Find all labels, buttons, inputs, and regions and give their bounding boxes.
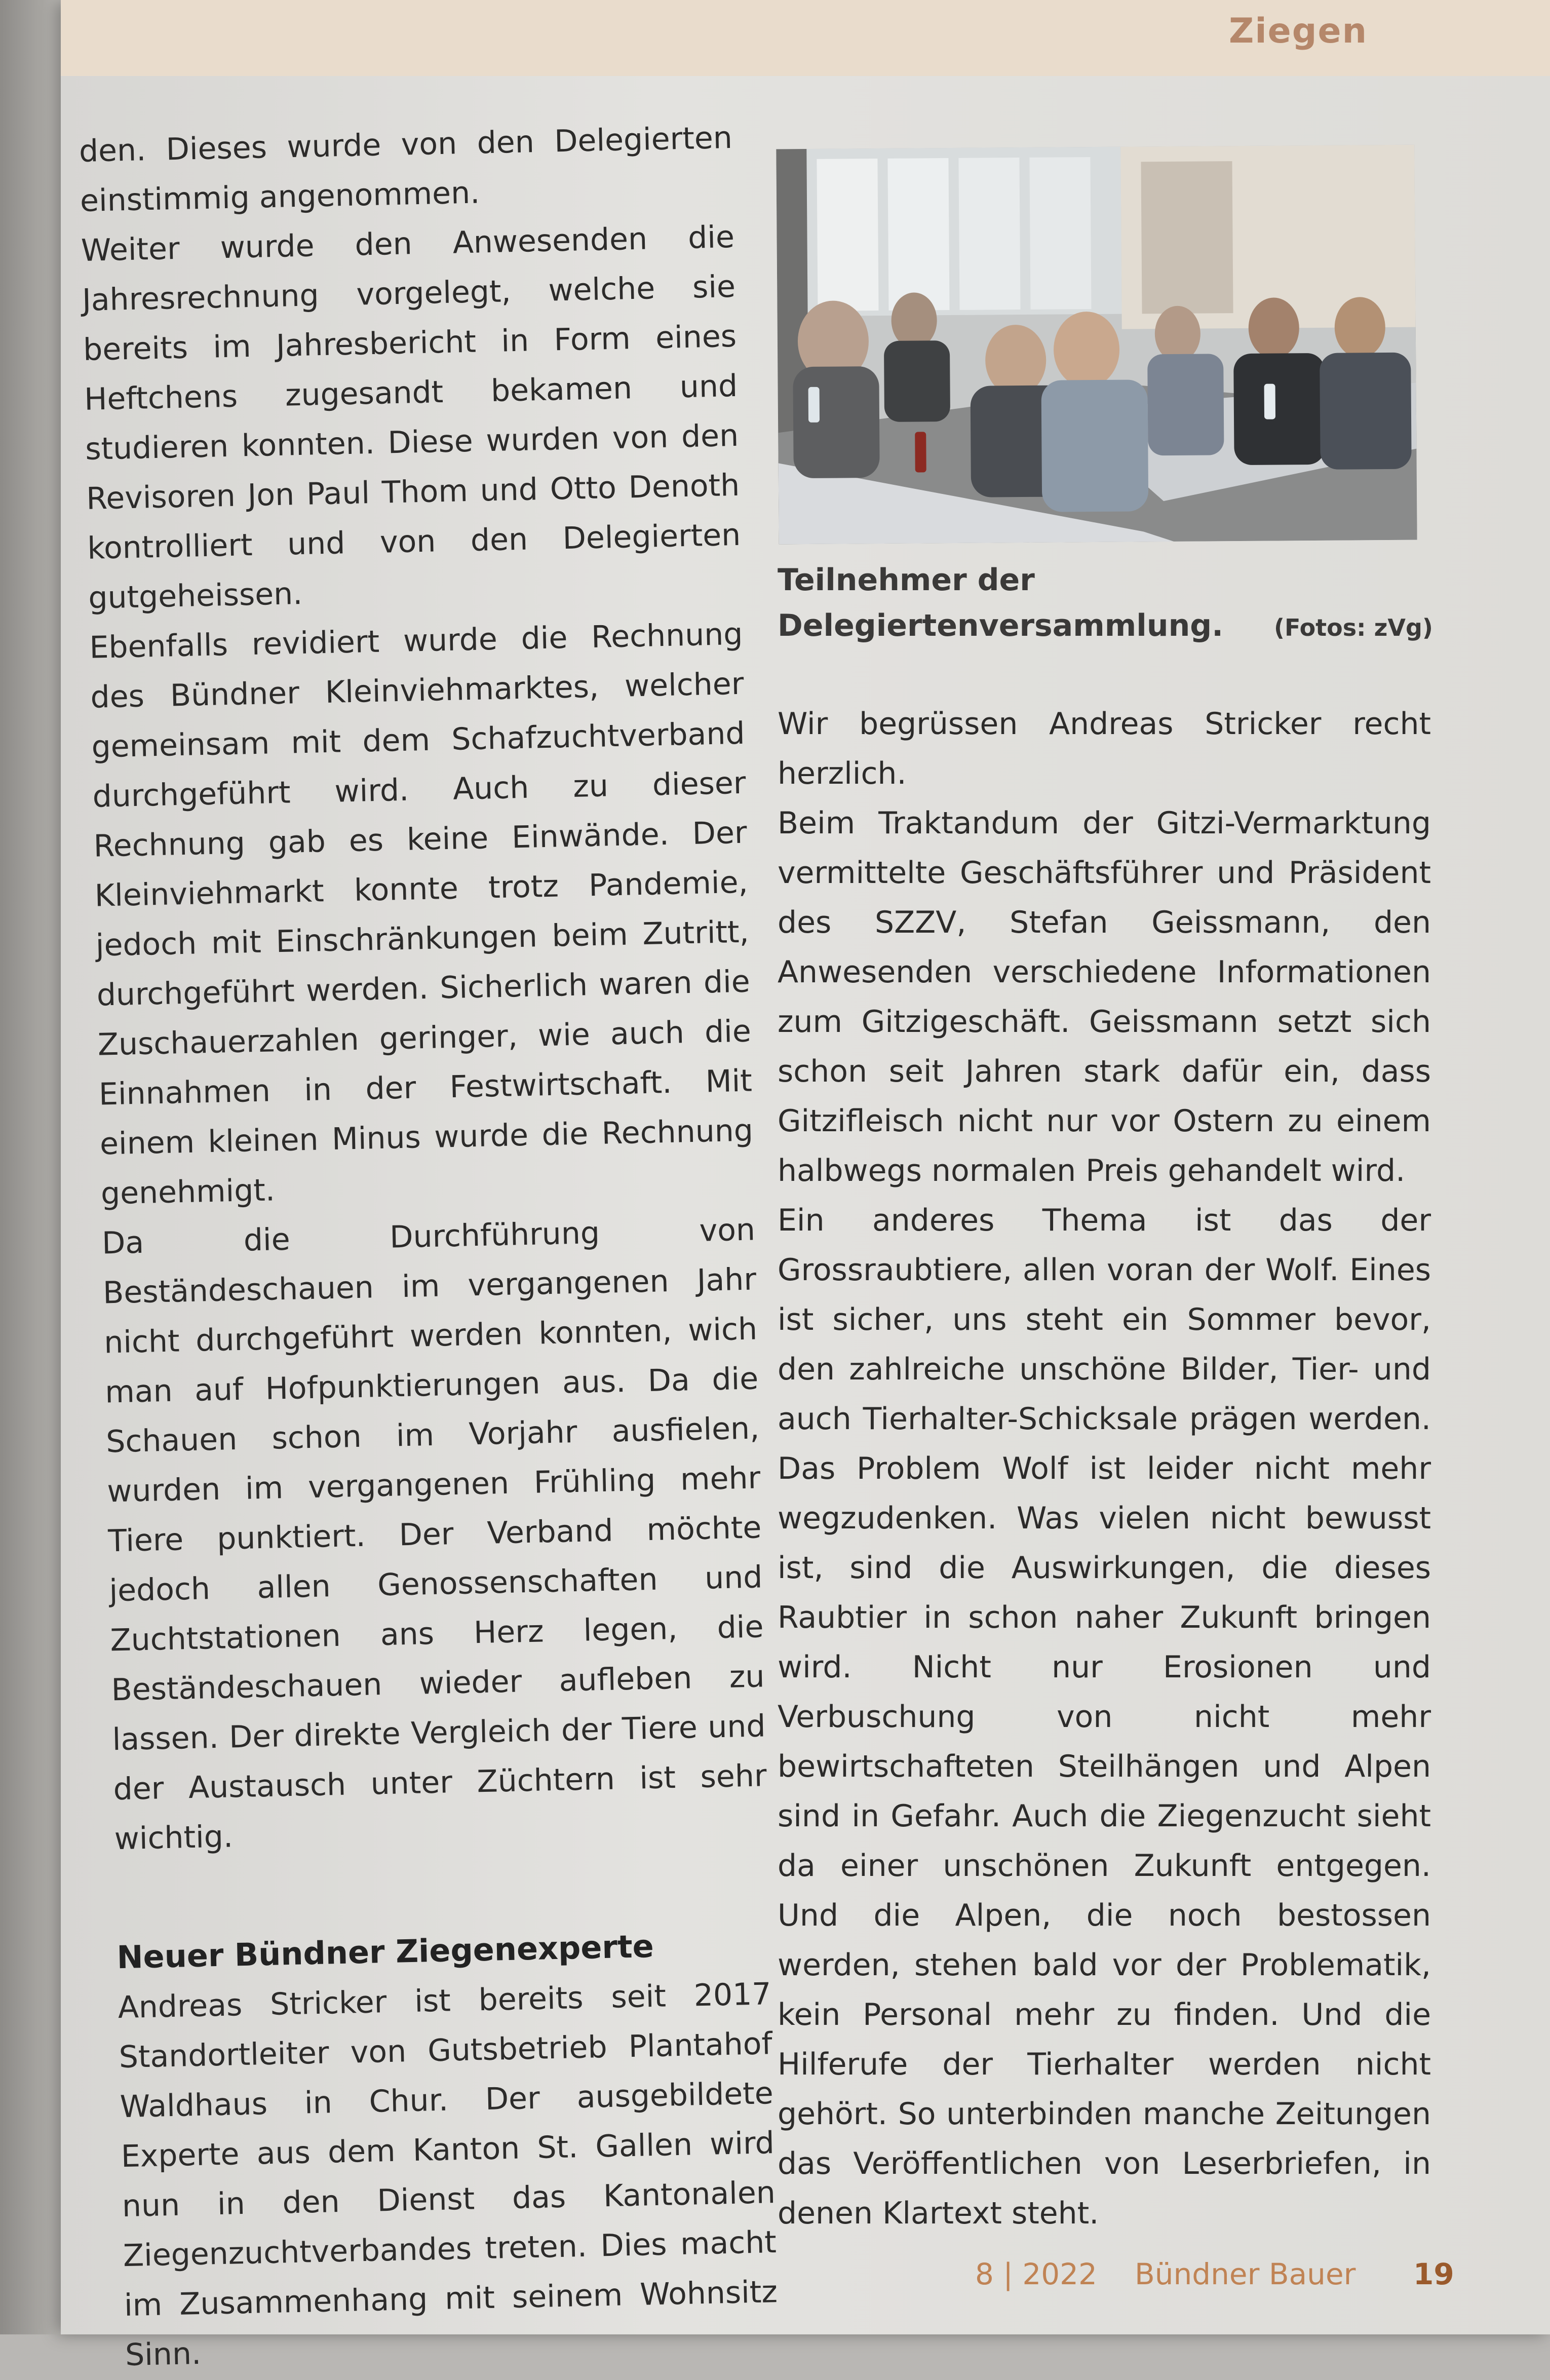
section-title: Ziegen (1229, 11, 1368, 51)
photo-credit: (Fotos: zVg) (1274, 614, 1433, 641)
paragraph: Weiter wurde den Anwesenden die Jahresrechnung vorgelegt, welche sie bereits im Jahresbericht in Form eines Heftchens zugesandt bekamen und studieren konnten. Diese wurden von den Revisoren Jon Paul Thom und Otto Denoth kontrolliert und von den Delegierten gutgeheissen. (81, 219, 741, 616)
page-number: 19 (1413, 2257, 1454, 2291)
book-gutter (0, 0, 61, 2334)
footer-issue: 8 | 2022 (975, 2257, 1097, 2291)
photo-illustration (776, 145, 1417, 545)
meeting-photo (776, 145, 1417, 545)
paragraph: Ebenfalls revidiert wurde die Rechnung des Bündner Kleinviehmarktes, welcher gemeinsam mit dem Schafzuchtverband durchgeführt wird. Auch zu dieser Rechnung gab es keine Einwände. Der Kleinviehmarkt konnte trotz Pandemie, jedoch mit Einschränkungen beim Zutritt, durchgeführt werden. Sicherlich waren die Zuschauerzahlen geringer, wie auch die Einnahmen in der Festwirtschaft. Mit einem kleinen Minus wurde die Rechnung genehmigt. (89, 616, 754, 1212)
photo-caption: Teilnehmer der Delegiertenversammlung. (778, 562, 1224, 643)
left-column (79, 113, 779, 2380)
subheading: Neuer Bündner Ziegenexperte (116, 1928, 654, 1976)
paragraph: den. Dieses wurde von den Delegierten einstimmig angenommen. (79, 120, 733, 219)
right-column (778, 699, 1431, 2238)
paragraph: Wir begrüssen Andreas Stricker recht herzlich. (778, 706, 1431, 791)
paragraph: Da die Durchführung von Beständeschauen im vergangenen Jahr nicht durchgeführt werden konnten, wich man auf Hofpunktierungen aus. Da die Schauen schon im Vorjahr ausfielen, wurden im vergangenen Frühling mehr Tiere punktiert. Der Verband möchte jedoch allen Genossenschaften und Zuchtstationen ans Herz legen, die Beständeschauen wieder aufleben zu lassen. Der direkte Vergleich der Tiere und der Austausch unter Züchtern ist sehr wichtig. (101, 1212, 767, 1857)
paragraph: Ein anderes Thema ist das der Grossraubtiere, allen voran der Wolf. Eines ist sicher, uns steht ein Sommer bevor, den zahlreiche unschöne Bilder, Tier- und auch Tierhalter-Schicksale prägen werden. Das Problem Wolf ist leider nicht mehr wegzudenken. Was vielen nicht bewusst ist, sind die Auswirkungen, die dieses Raubtier in schon naher Zukunft bringen wird. Nicht nur Erosionen und Verbuschung von nicht mehr bewirtschafteten Steilhängen und Alpen sind in Gefahr. Auch die Ziegenzucht sieht da einer unschönen Zukunft entgegen. Und die Alpen, die noch bestossen werden, stehen bald vor der Problematik, kein Personal mehr zu finden. Und die Hilferufe der Tierhalter werden nicht gehört. So unterbinden manche Zeitungen das Veröffentlichen von Leserbriefen, in denen Klartext steht. (778, 1203, 1431, 2231)
paragraph: Andreas Stricker ist bereits seit 2017 Standortleiter von Gutsbetrieb Plantahof Waldhaus in Chur. Der ausgebildete Experte aus dem Kanton St. Gallen wird nun in den Dienst das Kantonalen Ziegenzuchtverbandes treten. Dies macht im Zusammenhang mit seinem Wohnsitz Sinn. (118, 1976, 778, 2373)
paragraph: Beim Traktandum der Gitzi-Vermarktung vermittelte Geschäftsführer und Präsident des SZZV, Stefan Geissmann, den Anwesenden verschiedene Informationen zum Gitzigeschäft. Geissmann setzt sich schon seit Jahren stark dafür ein, dass Gitzifleisch nicht nur vor Ostern zu einem halbwegs normalen Preis gehandelt wird. (778, 805, 1431, 1188)
footer-magazine: Bündner Bauer (1135, 2257, 1356, 2291)
